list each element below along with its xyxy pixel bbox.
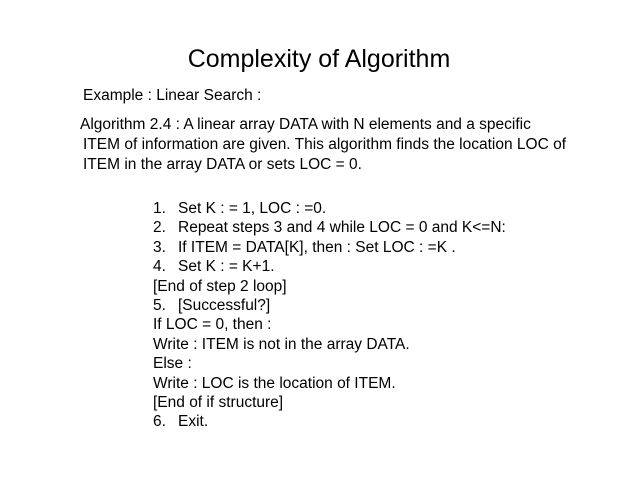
step-number: 5. [153,297,166,315]
step-text: [Successful?] [178,297,271,315]
step-line [153,393,506,412]
step-text: Write : LOC is the location of ITEM. [153,374,396,392]
step-line [153,238,506,257]
step-line [153,315,506,334]
step-line [153,277,506,296]
step-line [153,374,506,393]
step-line [153,257,506,276]
step-number: 2. [153,219,166,237]
step-line [153,354,506,373]
step-text: Set K : = K+1. [178,258,275,276]
step-text: [End of step 2 loop] [153,277,287,295]
step-text: Write : ITEM is not in the array DATA. [153,335,410,353]
algorithm-description [80,115,623,175]
step-text: Else : [153,355,192,373]
example-heading: Example : Linear Search : [83,87,262,104]
description-line: Algorithm 2.4 : A linear array DATA with N elements and a specific [80,116,531,133]
step-line [153,218,506,237]
step-line [153,412,506,431]
description-line: ITEM of information are given. This algorithm finds the location LOC of [83,136,567,153]
step-number: 6. [153,413,166,431]
step-number: 4. [153,258,166,276]
step-text: Exit. [178,413,209,431]
step-text: If ITEM = DATA[K], then : Set LOC : =K . [178,238,456,256]
algorithm-steps [153,199,506,432]
step-text: [End of if structure] [153,394,284,412]
step-line [153,335,506,354]
step-number: 1. [153,200,166,217]
step-text: Repeat steps 3 and 4 while LOC = 0 and K<=N: [178,219,506,237]
step-text: If LOC = 0, then : [153,316,272,334]
step-line [153,199,506,218]
description-line: ITEM in the array DATA or sets LOC = 0. [83,156,362,173]
step-text: Set K : = 1, LOC : =0. [178,200,327,217]
step-number: 3. [153,238,166,256]
step-line [153,296,506,315]
slide-title: Complexity of Algorithm [187,45,451,73]
